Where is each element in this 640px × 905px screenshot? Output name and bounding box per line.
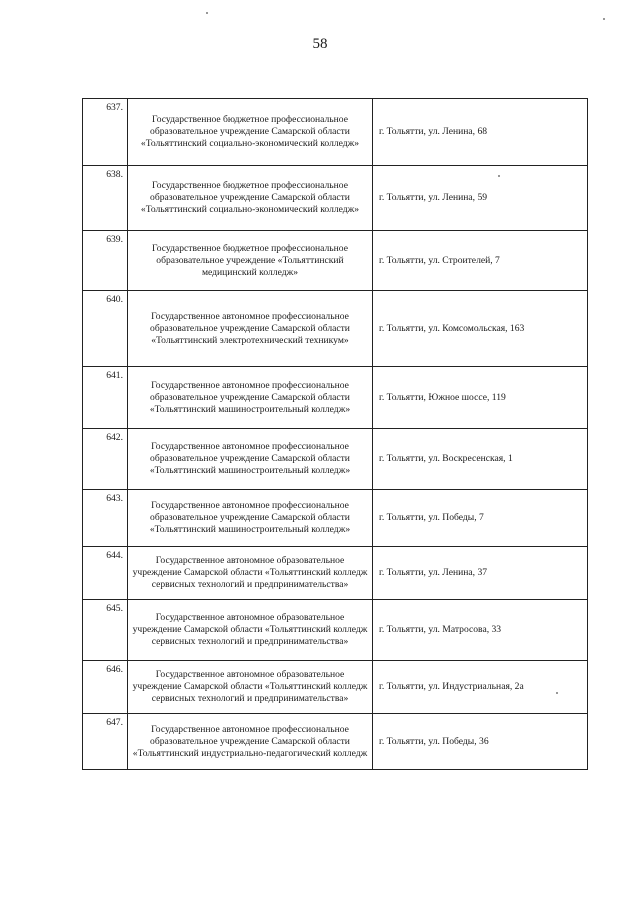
table-row [83,600,588,661]
row-number: 647. [83,714,128,770]
row-number: 637. [83,99,128,166]
institution-name: Государственное автономное профессиональное образовательное учреждение Самарской области «Тольяттинский машиностроительный колледж» [128,490,373,547]
row-number: 645. [83,600,128,661]
institution-name: Государственное автономное профессиональное образовательное учреждение Самарской области «Тольяттинский индустриально-педагогический колледж [128,714,373,770]
institution-name: Государственное бюджетное профессиональное образовательное учреждение «Тольяттинский медицинский колледж» [128,231,373,291]
institution-address: г. Тольятти, Южное шоссе, 119 [373,367,588,429]
institution-name: Государственное бюджетное профессиональное образовательное учреждение Самарской области «Тольяттинский социально-экономический колледж» [128,99,373,166]
row-number: 643. [83,490,128,547]
institution-name: Государственное бюджетное профессиональное образовательное учреждение Самарской области «Тольяттинский социально-экономический колледж» [128,166,373,231]
table-row [83,490,588,547]
institution-address: г. Тольятти, ул. Матросова, 33 [373,600,588,661]
row-number: 642. [83,429,128,490]
institution-address: г. Тольятти, ул. Строителей, 7 [373,231,588,291]
table-row [83,367,588,429]
institution-address: г. Тольятти, ул. Победы, 36 [373,714,588,770]
table-row [83,429,588,490]
page-number: 58 [312,36,328,52]
institution-name: Государственное автономное образовательное учреждение Самарской области «Тольяттинский колледж сервисных технологий и предпринимательства» [128,600,373,661]
institutions-table [82,98,588,770]
row-number: 638. [83,166,128,231]
institution-address: г. Тольятти, ул. Победы, 7 [373,490,588,547]
scan-speck [603,18,605,20]
scan-speck [206,12,208,14]
scan-speck [498,175,500,177]
table-row [83,166,588,231]
table-row [83,291,588,367]
institution-address: г. Тольятти, ул. Индустриальная, 2а [373,661,588,714]
row-number: 644. [83,547,128,600]
institution-address: г. Тольятти, ул. Ленина, 68 [373,99,588,166]
institution-address: г. Тольятти, ул. Воскресенская, 1 [373,429,588,490]
scan-speck [556,692,558,694]
institution-address: г. Тольятти, ул. Ленина, 37 [373,547,588,600]
table-row [83,661,588,714]
institution-name: Государственное автономное профессиональное образовательное учреждение Самарской области «Тольяттинский машиностроительный колледж» [128,367,373,429]
institution-name: Государственное автономное образовательное учреждение Самарской области «Тольяттинский колледж сервисных технологий и предпринимательства» [128,661,373,714]
table-row [83,714,588,770]
row-number: 646. [83,661,128,714]
row-number: 640. [83,291,128,367]
row-number: 639. [83,231,128,291]
table-row [83,231,588,291]
table-row [83,99,588,166]
table-row [83,547,588,600]
institution-name: Государственное автономное профессиональное образовательное учреждение Самарской области «Тольяттинский машиностроительный колледж» [128,429,373,490]
institution-name: Государственное автономное профессиональное образовательное учреждение Самарской области «Тольяттинский электротехнический техникум» [128,291,373,367]
institution-address: г. Тольятти, ул. Ленина, 59 [373,166,588,231]
row-number: 641. [83,367,128,429]
institution-name: Государственное автономное образовательное учреждение Самарской области «Тольяттинский колледж сервисных технологий и предпринимательства» [128,547,373,600]
institution-address: г. Тольятти, ул. Комсомольская, 163 [373,291,588,367]
